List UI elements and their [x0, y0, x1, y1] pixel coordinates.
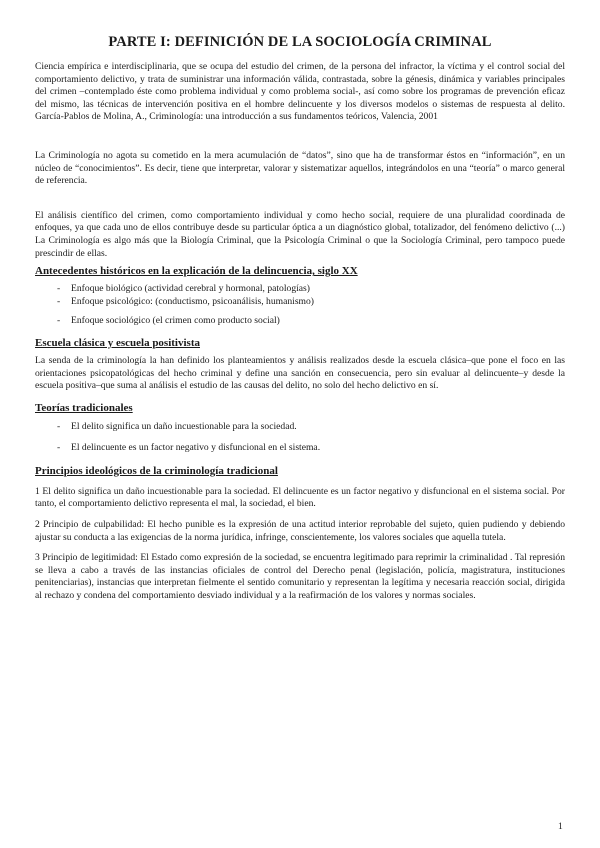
list-item: - El delito significa un daño incuestionable para la sociedad.	[35, 421, 565, 434]
paragraph-datos: La Criminología no agota su cometido en la mera acumulación de “datos”, sino que ha de transformar éstos en “información”, en un núcleo de “conocimientos”. Es decir, tiene que interpretar, valorar y sistematizar aquellos, integrándolos en una “teoría” o marco general de referencia.	[35, 149, 565, 187]
paragraph-principio-2: 2 Principio de culpabilidad: El hecho punible es la expresión de una actitud interior reprobable del sujeto, quien pudiendo y debiendo ajustar su conducta a las exigencias de la norma jurídica, infringe, conscientemente, los valores sociales que aquella tutela.	[35, 519, 565, 543]
heading-escuela: Escuela clásica y escuela positivista	[35, 336, 200, 349]
heading-teorias: Teorías tradicionales	[35, 401, 133, 414]
paragraph-analisis: El análisis científico del crimen, como comportamiento individual y como hecho social, requiere de una pluralidad coordinada de enfoques, ya que cada uno de ellos contribuye desde su particular óptica a un diagnóstico global, totalizador, del fenómeno delictivo (...) La Criminología es algo más que la Biología Criminal, que la Psicología Criminal o que la Sociología Criminal, pero tampoco puede prescindir de ellas.	[35, 209, 565, 259]
paragraph-principio-3: 3 Principio de legitimidad: El Estado como expresión de la sociedad, se encuentra legitimado para reprimir la criminalidad . Tal represión se lleva a cabo a través de las instancias oficiales de control del Derecho penal (legislación, policía, magistratura, instituciones penitenciarias), instancias que interpretan fielmente el sentido comunitario y representan la legítima y necesaria reacción social, dirigida al rechazo y condena del comportamiento desviado individual y a la reafirmación de los valores y normas sociales.	[35, 552, 565, 602]
list-item: - Enfoque biológico (actividad cerebral y hormonal, patologías)	[35, 283, 565, 296]
heading-principios: Principios ideológicos de la criminología tradicional	[35, 464, 278, 477]
list-item: - El delincuente es un factor negativo y disfuncional en el sistema.	[35, 442, 565, 455]
list-antecedentes	[35, 283, 565, 328]
list-teorias	[35, 421, 565, 455]
paragraph-escuela: La senda de la criminología la han definido los planteamientos y análisis realizados desde la escuela clásica–que pone el foco en las orientaciones psicopatológicas del hecho criminal y define una sanción en consecuencia, pero sin evaluar al delincuente–y desde la escuela positiva–que suma al análisis el estudio de las causas del delito, no solo del hecho delictivo en sí.	[35, 354, 565, 392]
intro-quote: Ciencia empírica e interdisciplinaria, que se ocupa del estudio del crimen, de la persona del infractor, la víctima y el control social del comportamiento delictivo, y trata de suministrar una información válida, contrastada, sobre la génesis, dinámica y variables principales del crimen –contemplado éste como problema individual y como problema social-, así como sobre los programas de prevención eficaz del mismo, las técnicas de intervención positiva en el hombre delincuente y los diversos modelos o sistemas de respuesta al delito. García-Pablos de Molina, A., Criminología: una introducción a sus fundamentos teóricos, Valencia, 2001	[35, 61, 565, 123]
page-title: PARTE I: DEFINICIÓN DE LA SOCIOLOGÍA CRIMINAL	[108, 34, 492, 50]
list-item: - Enfoque psicológico: (conductismo, psicoanálisis, humanismo)	[35, 296, 565, 309]
list-item: - Enfoque sociológico (el crimen como producto social)	[35, 315, 565, 328]
page-number: 1	[558, 822, 563, 832]
paragraph-principio-1: 1 El delito significa un daño incuestionable para la sociedad. El delincuente es un factor negativo y disfuncional en el sistema social. Por tanto, el comportamiento delictivo representa el mal, la sociedad, el bien.	[35, 485, 565, 510]
heading-antecedentes: Antecedentes históricos en la explicación de la delincuencia, siglo XX	[35, 265, 358, 278]
